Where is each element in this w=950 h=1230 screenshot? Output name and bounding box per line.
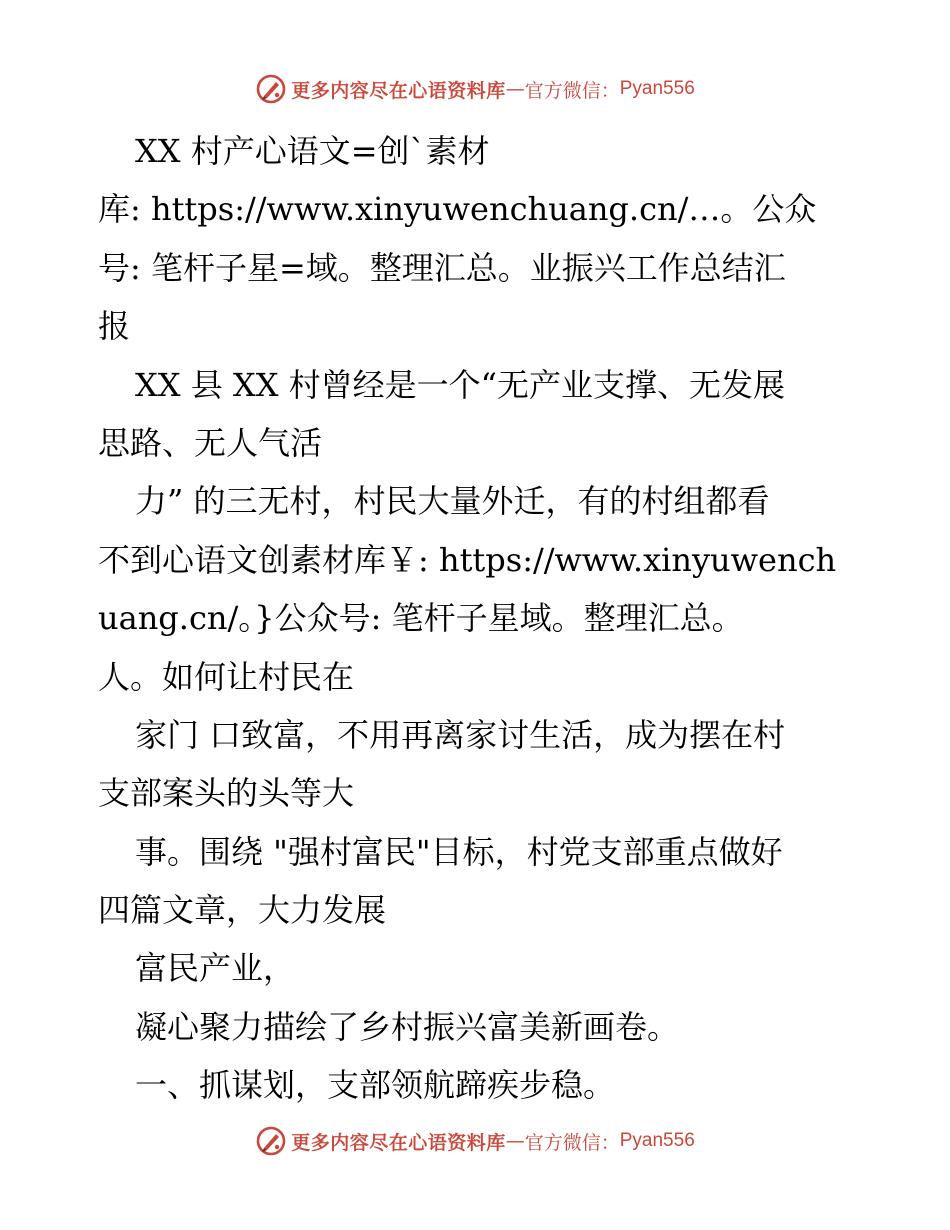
- body-line: 支部案头的头等大: [98, 774, 355, 813]
- body-line: 思路、无人气活: [98, 423, 323, 462]
- body-line: 报: [98, 307, 131, 346]
- body-line: 四篇文章，大力发展: [98, 891, 387, 930]
- body-line: 力” 的三无村，村民大量外迁，有的村组都看: [135, 482, 770, 521]
- body-line: 不到心语文创素材库￥: https://www.xinyuwench: [98, 540, 837, 579]
- body-line: 凝心聚力描绘了乡村振兴富美新画卷。: [135, 1007, 680, 1046]
- banner-wechat-id: Pyan556: [619, 1130, 695, 1151]
- pen-logo-icon: [255, 73, 287, 105]
- banner-separator: —: [505, 1130, 525, 1152]
- footer-banner: [0, 1124, 950, 1158]
- body-line: 事。围绕 "强村富民"目标，村党支部重点做好: [135, 832, 783, 871]
- body-line: 富民产业，: [135, 949, 296, 988]
- banner-wechat-id: Pyan556: [619, 78, 695, 99]
- banner-wechat-label: 官方微信：: [524, 79, 620, 102]
- banner-separator: —: [505, 78, 525, 100]
- banner-main-text: 更多内容尽在心语资料库: [291, 1131, 506, 1154]
- body-line: 人。如何让村民在: [98, 657, 355, 696]
- body-line: 一、抓谋划，支部领航蹄疾步稳。: [135, 1066, 616, 1105]
- body-line: 号: 笔杆子星=域。整理汇总。业振兴工作总结汇: [98, 248, 786, 287]
- header-banner: [0, 72, 950, 106]
- banner-wechat-label: 官方微信：: [524, 1131, 620, 1154]
- body-line: XX 县 XX 村曾经是一个“无产业支撑、无发展: [135, 365, 786, 404]
- body-line: uang.cn/。}公众号: 笔杆子星域。整理汇总。: [98, 599, 744, 638]
- body-line: 库: https://www.xinyuwenchuang.cn/…。公众: [98, 190, 817, 229]
- document-body: [98, 122, 858, 1115]
- body-line: 家门 口致富，不用再离家讨生活，成为摆在村: [135, 715, 786, 754]
- banner-main-text: 更多内容尽在心语资料库: [291, 79, 506, 102]
- body-line: XX 村产心语文=创ˋ素材: [135, 132, 490, 170]
- pen-logo-icon: [255, 1125, 287, 1157]
